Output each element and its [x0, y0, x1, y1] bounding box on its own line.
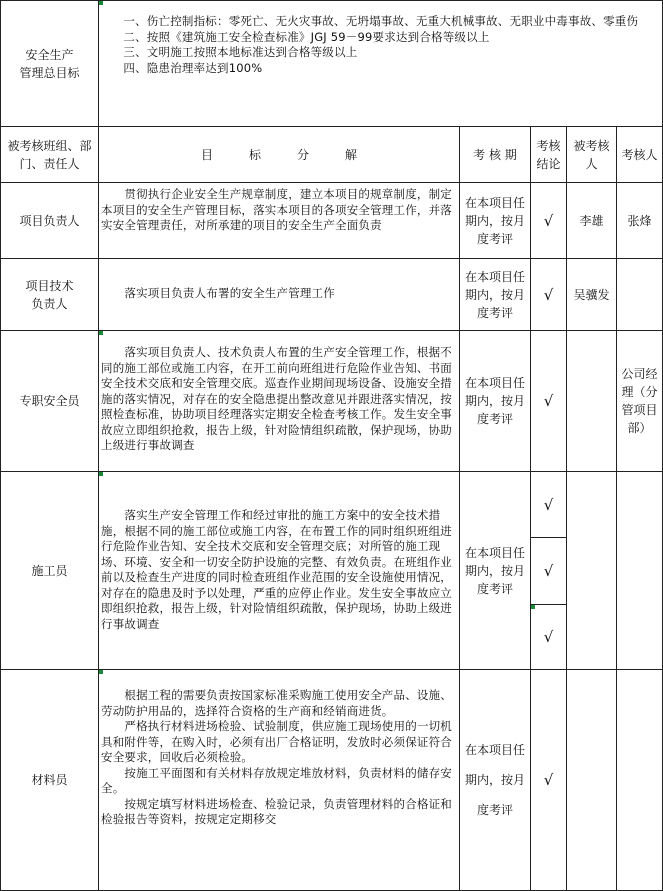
- row-description: 贯彻执行企业安全生产规章制度，建立本项目的规章制度，制定本项目的安全生产管理目标，落实本项目的各项安全管理工作，并落实安全管理责任，对所承建的项目的安全生产全面负责: [101, 187, 452, 232]
- goal-label: 安全生产 管理总目标: [19, 47, 80, 80]
- result-check: √: [543, 562, 554, 580]
- desc-paragraph: 按施工平面图和有关材料存放规定堆放材料，负责材料的储存安全。: [101, 765, 452, 795]
- row-examiner: [617, 670, 662, 890]
- row-examinee: [567, 670, 616, 890]
- row-period: 在本项目任期内，按月度考评: [464, 376, 525, 426]
- result-check: √: [543, 211, 554, 230]
- result-check: √: [543, 495, 554, 514]
- goal-line: 四、隐患治理率达到100%: [100, 60, 263, 75]
- result-check: √: [543, 285, 554, 304]
- header-period: 考 核 期: [473, 147, 517, 162]
- result-check: √: [543, 392, 554, 410]
- row-role: 项目技术 负责人: [25, 278, 74, 311]
- row-examinee: 李雄: [579, 213, 604, 228]
- row-role: 施工员: [31, 563, 68, 578]
- cell-marker: [99, 472, 103, 476]
- goal-line: 二、按照《建筑施工安全检查标准》JGJ 59－99要求达到合格等级以上: [100, 29, 490, 44]
- goal-line: 三、文明施工按照本地标准达到合格等级以上: [100, 45, 358, 59]
- result-check: √: [543, 628, 554, 646]
- row-period: 在本项目任期内，按月度考评: [464, 269, 525, 320]
- header-role: 被考核班组、部门、责任人: [7, 138, 92, 171]
- row-period: 在本项目任期内，按月度考评: [464, 545, 525, 596]
- row-role: 项目负责人: [19, 213, 80, 228]
- cell-marker: [99, 1, 103, 5]
- row-description: 落实项目负责人、技术负责人布置的生产安全管理工作，根据不同的施工部位或施工内容，在开工前向班组进行危险作业告知、书面安全技术交底和安全管理交底。巡查作业期间现场设备、设施安全措施的落实情况，对存在的安全隐患提出整改意见并跟进落实情况，按照检查标准，协助项目经理落实定期安全检查考核工作。发生安全事故应立即组织抢救，报告上级，针对险情组织疏散，保护现场，协助上级进行事故调查: [101, 345, 452, 452]
- header-examinee: 被考核人: [573, 138, 610, 171]
- row-description: 落实项目负责人布署的安全生产管理工作: [101, 286, 335, 300]
- row-examinee: [567, 331, 616, 471]
- header-target: 目 标 分 解: [200, 147, 357, 162]
- desc-paragraph: 按规定填写材料进场检查、检验记录，负责管理材料的合格证和检验报告等资料，按规定定期移交: [101, 796, 452, 826]
- row-role: 材料员: [31, 773, 68, 787]
- row-examinee: [567, 472, 616, 669]
- result-check: √: [543, 771, 554, 789]
- row-examiner: 张烽: [627, 213, 652, 228]
- header-result: 考核结论: [536, 138, 561, 171]
- cell-marker: [99, 670, 103, 674]
- row-examiner: 公司经理（分管项目部）: [621, 367, 658, 435]
- cell-marker: [99, 331, 103, 335]
- goal-line: 一、伤亡控制指标：零死亡、无火灾事故、无坍塌事故、无重大机械事故、无职业中毒事故、零重伤: [100, 14, 639, 28]
- row-period: 在本项目任期内，按月度考评: [464, 743, 525, 817]
- desc-paragraph: 根据工程的需要负责按国家标准采购施工使用安全产品、设施、劳动防护用品的，选择符合资格的生产商和经销商进货。: [101, 688, 452, 718]
- header-examiner: 考核人: [621, 147, 658, 162]
- desc-paragraph: 严格执行材料进场检验、试验制度，供应施工现场使用的一切机具和附件等，在购入时，必须有出厂合格证明，发放时必须保证符合安全要求，回收后必须检验。: [101, 719, 452, 764]
- row-description: [101, 688, 457, 828]
- row-description: 落实生产安全管理工作和经过审批的施工方案中的安全技术措施，根据不同的施工部位或施工内容，在布置工作的同时组织班组进行危险作业告知、安全技术交底和安全管理交底；对所管的施工现场、环境、安全和一切安全防护设施的完整、有效负责。在班组作业前以及检查生产进度的同时检查班组作业范围的安全设施使用情况，对存在的隐患及时予以处理，严重的应停止作业。发生安全事故应立即组织抢救，报告上级，针对险情组织疏散，保护现场，协助上级进行事故调查: [101, 508, 452, 631]
- row-examinee: 吴骥发: [573, 287, 610, 302]
- row-examiner: [617, 259, 662, 330]
- goal-text: [100, 14, 660, 76]
- row-period: 在本项目任期内，按月度考评: [464, 195, 525, 246]
- row-role: 专职安全员: [19, 394, 80, 408]
- row-examiner: [617, 472, 662, 669]
